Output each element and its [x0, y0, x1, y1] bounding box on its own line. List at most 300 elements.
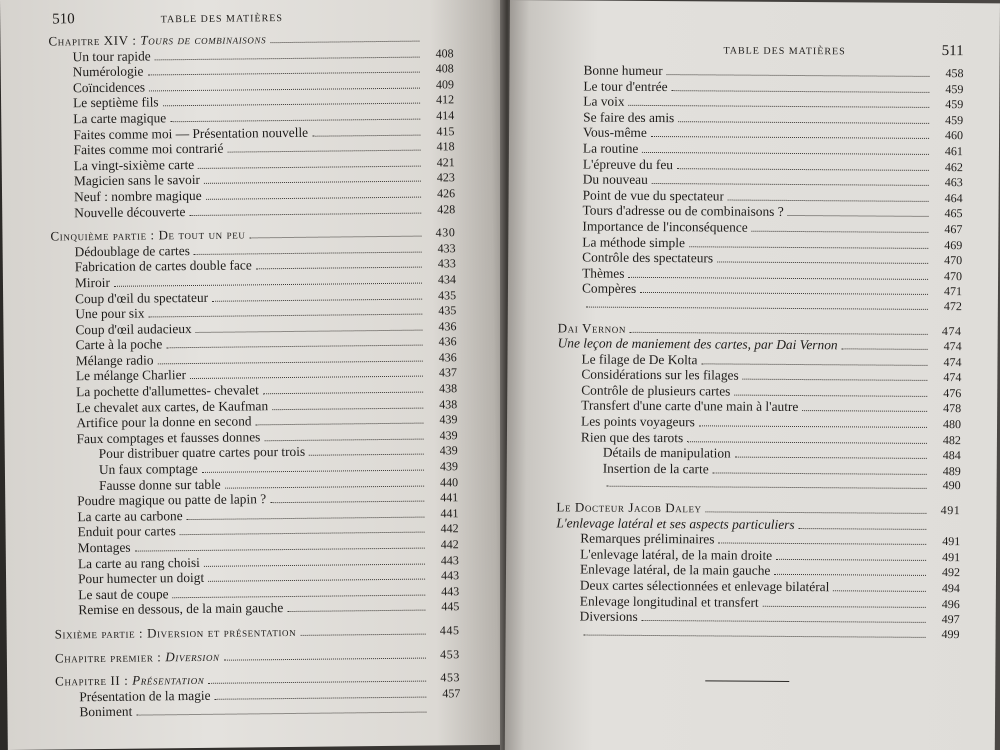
dot-leader: [788, 215, 929, 217]
toc-entry-text: Le tour d'entrée: [583, 78, 668, 94]
toc-entry-page-number: 496: [941, 596, 960, 611]
toc-entry: [557, 460, 961, 478]
toc-entry-page-number: 470: [944, 253, 963, 268]
toc-entry-title: [583, 78, 667, 94]
toc-entry-title: [581, 429, 683, 445]
toc-entry-page-number: 491: [942, 549, 961, 564]
toc-entry-italic-text: Tours de combinaisons: [140, 31, 267, 48]
running-title: TABLE DES MATIÈRES: [723, 45, 846, 58]
toc-entry-title: [580, 593, 759, 610]
toc-entry-page-number: 465: [944, 206, 963, 221]
toc-entry-text: Mélange radio: [75, 352, 154, 369]
toc-entry-page-number: 439: [439, 412, 458, 427]
toc-entry-title: [580, 546, 772, 563]
page-number: 510: [52, 11, 75, 28]
toc-entry-title: [99, 461, 198, 478]
toc-entry-title: [603, 461, 709, 477]
dot-leader: [270, 41, 419, 44]
toc-entry-italic-text: L'enlevage latéral et ses aspects particuliers: [556, 514, 795, 532]
toc-entry-page-number: 438: [439, 396, 458, 412]
dot-leader: [687, 441, 927, 444]
toc-entry-text: L'épreuve du feu: [582, 156, 674, 172]
toc-entry-page-number: 439: [439, 428, 458, 443]
toc-entry-page-number: 461: [944, 144, 964, 159]
toc-entry-title: [75, 275, 110, 291]
toc-entry-text: Remise en dessous, de la main gauche: [78, 600, 284, 618]
toc-entry-text: Coup d'œil audacieux: [75, 320, 192, 337]
toc-entry-title: [556, 515, 794, 532]
dot-leader: [642, 152, 929, 155]
dot-leader: [706, 511, 927, 514]
toc-entry-title: [581, 367, 738, 384]
toc-entry-page-number: 492: [941, 565, 961, 580]
dot-leader: [202, 470, 424, 473]
toc-entry-text: Enlevage longitudinal et transfert: [579, 593, 759, 610]
toc-entry-text: Pour humecter un doigt: [77, 570, 205, 587]
dot-leader: [225, 485, 424, 488]
dot-leader: [718, 543, 926, 545]
toc-entry-text: Du nouveau: [582, 171, 648, 188]
toc-entry-title: [77, 491, 266, 509]
toc-entry-text: Le mélange Charlier: [75, 367, 187, 384]
toc-entry-italic-text: Une leçon de maniement des cartes, par Dai Vernon: [557, 335, 838, 353]
toc-entry: [556, 624, 960, 642]
dot-leader: [196, 329, 423, 332]
dot-leader: [717, 262, 928, 264]
dot-leader: [774, 574, 926, 576]
toc-entry-text: Enduit pour cartes: [77, 523, 176, 540]
dot-leader: [114, 283, 422, 287]
dot-leader: [272, 407, 423, 410]
toc-entry-italic-text: Diversion: [165, 648, 220, 664]
toc-entry-title: [583, 156, 673, 172]
dot-leader: [629, 105, 930, 108]
toc-entry-text: La méthode simple: [582, 234, 686, 250]
toc-entry-page-number: 412: [435, 92, 455, 107]
toc-entry-page-number: 491: [940, 503, 961, 518]
dot-leader: [678, 121, 929, 124]
dot-leader: [701, 363, 927, 366]
toc-entry-title: [73, 48, 151, 64]
toc-entry-text: Numérologie: [72, 63, 144, 80]
toc-entry-title: [582, 234, 685, 250]
toc-entry-title: [583, 94, 624, 110]
toc-entry-page-number: 442: [440, 537, 459, 552]
toc-entry-page-number: 442: [440, 521, 459, 536]
toc-entry-page-number: 472: [943, 298, 962, 314]
toc-entry-page-number: 459: [945, 81, 964, 96]
toc-entry-text: Chapitre premier :: [54, 648, 166, 666]
toc-entry-title: [76, 352, 154, 368]
toc-entry-title: [583, 187, 724, 204]
toc-entry-text: Le Docteur Jacob Daley: [556, 499, 702, 516]
toc-entry-text: Cinquième partie : De tout un peu: [50, 226, 246, 244]
dot-leader: [312, 134, 420, 136]
dot-leader: [743, 379, 928, 381]
toc-entry-page-number: 453: [440, 670, 461, 685]
dot-leader: [170, 119, 420, 123]
toc-entry-page-number: 457: [442, 685, 461, 701]
toc-entry-page-number: 499: [941, 626, 960, 641]
toc-entry-page-number: 415: [436, 123, 455, 138]
toc-entry-page-number: 480: [943, 417, 962, 432]
dot-leader: [147, 72, 419, 76]
toc-entry-page-number: 408: [435, 61, 454, 76]
toc-entry-title: [73, 95, 159, 111]
dot-leader: [763, 605, 926, 607]
toc-entry-text: Présentation de la magie: [79, 687, 211, 704]
toc-entry-text: Le saut de coupe: [78, 586, 169, 602]
toc-entry-title: [580, 609, 638, 625]
toc-entry-text: Importance de l'inconséquence: [582, 218, 748, 235]
toc-entry-text: Tours d'adresse ou de combinaisons ?: [582, 202, 784, 220]
toc-entry-text: Un tour rapide: [72, 48, 151, 64]
toc-entry-page-number: 436: [438, 318, 457, 334]
table-of-contents-right: [556, 62, 964, 642]
dot-leader: [189, 212, 421, 215]
toc-entry-title: [76, 368, 186, 385]
dot-leader: [198, 165, 421, 168]
toc-entry-title: [75, 243, 190, 260]
toc-entry-page-number: 423: [436, 170, 455, 185]
toc-entry-page-number: 460: [945, 128, 964, 143]
dot-leader: [227, 150, 420, 153]
dot-leader: [689, 246, 928, 249]
right-page: [505, 0, 1000, 750]
toc-entry-text: Une pour six: [75, 305, 145, 322]
toc-entry-title: [75, 289, 208, 306]
toc-entry-page-number: 463: [944, 175, 963, 190]
toc-entry-text: Faux comptages et fausses donnes: [76, 429, 261, 447]
dot-leader: [584, 634, 926, 637]
dot-leader: [256, 267, 422, 270]
dot-leader: [163, 103, 420, 107]
toc-entry-text: Coup d'œil du spectateur: [75, 289, 209, 306]
toc-entry-text: Sixième partie : Diversion et présentation: [54, 623, 297, 642]
toc-entry-page-number: 433: [437, 256, 456, 271]
toc-entry-title: [78, 555, 200, 572]
toc-entry-page-number: 445: [439, 623, 460, 638]
dot-leader: [672, 90, 930, 93]
toc-entry-text: Contrôle de plusieurs cartes: [581, 382, 731, 399]
toc-entry-title: [99, 444, 306, 462]
toc-entry-title: [558, 320, 626, 336]
dot-leader: [249, 236, 421, 239]
toc-entry-title: [78, 586, 169, 603]
toc-entry-page-number: 474: [943, 370, 962, 385]
toc-entry-title: [580, 531, 714, 548]
dot-leader: [135, 548, 425, 552]
toc-entry-text: La carte magique: [73, 110, 167, 127]
toc-entry-title: [55, 672, 204, 689]
toc-entry-title: [581, 351, 697, 367]
dot-leader: [833, 590, 926, 592]
toc-entry-text: Contrôle des spectateurs: [582, 249, 714, 266]
toc-entry-title: [79, 688, 210, 705]
section-separator-rule: [705, 681, 789, 683]
dot-leader: [300, 634, 425, 636]
dot-leader: [180, 532, 425, 536]
toc-entry-text: La vingt-sixième carte: [73, 156, 195, 173]
toc-entry-text: Nouvelle découverte: [74, 203, 186, 220]
toc-entry-title: [583, 140, 639, 156]
toc-entry-page-number: 418: [436, 139, 455, 154]
toc-entry-text: Point de vue du spectateur: [582, 187, 725, 204]
toc-entry-page-number: 459: [945, 112, 964, 127]
toc-entry-title: [581, 414, 695, 430]
toc-entry-page-number: 435: [438, 287, 457, 302]
dot-leader: [651, 136, 929, 139]
toc-entry-text: Thèmes: [582, 265, 625, 281]
toc-entry-title: [583, 125, 647, 141]
toc-entry-text: Dédoublage de cartes: [74, 242, 190, 259]
toc-entry-title: [73, 79, 145, 95]
toc-entry-page-number: 497: [941, 612, 960, 627]
toc-entry-title: [580, 562, 770, 579]
toc-entry-title: [77, 508, 182, 525]
toc-entry-title: [76, 337, 163, 354]
toc-entry-page-number: 494: [941, 581, 960, 596]
toc-entry-page-number: 430: [435, 225, 456, 240]
toc-entry-text: Remarques préliminaires: [580, 530, 715, 547]
toc-entry-text: Diversions: [579, 608, 638, 625]
toc-entry-page-number: 489: [942, 463, 961, 479]
toc-entry-title: [48, 31, 266, 49]
toc-entry-text: Montages: [77, 539, 131, 556]
toc-entry-text: Fausse donne sur table: [99, 476, 221, 493]
toc-entry-page-number: 490: [942, 478, 961, 493]
toc-entry-page-number: 443: [441, 584, 460, 599]
dot-leader: [799, 528, 927, 530]
toc-entry-page-number: 436: [438, 334, 457, 349]
toc-entry-title: [76, 414, 251, 431]
dot-leader: [194, 251, 422, 254]
toc-entry-page-number: 453: [439, 646, 460, 661]
toc-entry-text: La voix: [583, 93, 625, 109]
toc-entry-text: Chapitre II :: [55, 672, 133, 689]
dot-leader: [208, 579, 425, 582]
dot-leader: [628, 277, 928, 280]
dot-leader: [204, 181, 421, 184]
toc-entry-text: Chapitre XIV :: [48, 32, 141, 49]
toc-entry-title: [583, 172, 648, 188]
dot-leader: [309, 454, 424, 456]
dot-leader: [642, 620, 926, 623]
toc-entry-page-number: 434: [437, 272, 457, 287]
toc-entry-page-number: 470: [944, 268, 963, 283]
toc-entry-title: [75, 306, 144, 322]
toc-entry-title: [74, 172, 200, 189]
toc-entry-text: Neuf : nombre magique: [73, 187, 202, 205]
toc-entry-page-number: 421: [436, 154, 455, 170]
toc-entry-title: [580, 578, 830, 595]
dot-leader: [187, 516, 425, 519]
toc-entry-text: Poudre magique ou patte de lapin ?: [77, 491, 267, 509]
toc-entry-page-number: 439: [439, 459, 458, 474]
toc-entry-title: [582, 265, 624, 281]
toc-entry-text: La carte au rang choisi: [77, 554, 200, 571]
toc-entry-page-number: 467: [944, 221, 963, 237]
toc-entry-title: [75, 321, 191, 338]
toc-entry-text: Détails de manipulation: [602, 444, 731, 461]
dot-leader: [667, 74, 930, 77]
toc-entry-page-number: 438: [439, 381, 458, 396]
dot-leader: [224, 657, 426, 660]
toc-entry-title: [582, 203, 783, 220]
toc-entry-title: [55, 648, 220, 665]
toc-entry-text: Compères: [581, 280, 637, 297]
toc-entry-page-number: 441: [440, 506, 459, 521]
dot-leader: [158, 360, 423, 364]
dot-leader: [270, 501, 424, 504]
toc-entry-text: Les points voyageurs: [581, 413, 695, 430]
toc-entry-text: Se faire des amis: [583, 109, 675, 125]
toc-entry-title: [50, 227, 245, 245]
toc-entry-title: [77, 524, 175, 541]
toc-entry-text: Rien que des tarots: [580, 429, 684, 445]
toc-entry-page-number: 409: [435, 77, 454, 92]
dot-leader: [586, 306, 928, 309]
toc-entry-text: Carte à la poche: [75, 336, 163, 353]
toc-entry-page-number: 484: [942, 448, 961, 463]
toc-entry-page-number: 408: [435, 45, 454, 61]
dot-leader: [842, 348, 928, 350]
toc-entry: [558, 281, 962, 299]
toc-entry-title: [73, 141, 223, 158]
toc-entry-page-number: 445: [441, 599, 460, 614]
toc-entry-page-number: 478: [943, 401, 962, 416]
dot-leader: [208, 681, 426, 684]
toc-entry-title: [79, 704, 132, 720]
dot-leader: [713, 472, 927, 474]
toc-entry-page-number: 474: [943, 354, 962, 369]
toc-entry: [55, 701, 460, 721]
dot-leader: [287, 610, 425, 612]
toc-entry-title: [74, 188, 202, 205]
toc-entry-page-number: 491: [942, 534, 961, 549]
toc-entry-text: Artifice pour la donne en second: [76, 413, 252, 431]
toc-entry-page-number: 462: [944, 159, 963, 174]
toc-entry-title: [73, 124, 308, 142]
toc-entry-text: Transfert d'une carte d'une main à l'autre: [581, 397, 799, 415]
right-page-header: [560, 40, 964, 65]
toc-entry-text: Dai Vernon: [557, 319, 627, 336]
toc-entry-title: [74, 204, 185, 221]
toc-entry-text: Un faux comptage: [98, 460, 198, 478]
toc-entry-title: [73, 110, 166, 127]
toc-entry-page-number: 436: [438, 350, 457, 365]
dot-leader: [640, 292, 928, 295]
toc-entry-text: Vous-même: [583, 124, 647, 141]
toc-entry-title: [78, 600, 283, 618]
dot-leader: [256, 423, 424, 426]
toc-entry-page-number: 441: [440, 490, 459, 505]
dot-leader: [155, 56, 420, 60]
dot-leader: [204, 563, 425, 566]
dot-leader: [728, 199, 929, 201]
toc-entry-page-number: 414: [436, 108, 455, 123]
toc-entry-text: Pour distribuer quatre cartes pour trois: [98, 444, 306, 462]
toc-entry-page-number: 428: [437, 201, 456, 216]
dot-leader: [173, 594, 426, 598]
dot-leader: [607, 486, 927, 489]
toc-entry-text: L'enlevage latéral, de la main droite: [580, 546, 773, 563]
toc-entry-text: Magicien sans le savoir: [73, 172, 201, 189]
toc-entry-text: Le filage de De Kolta: [581, 351, 698, 368]
toc-entry-text: Bonne humeur: [583, 62, 663, 79]
toc-entry-title: [583, 109, 674, 125]
toc-entry-page-number: 482: [942, 432, 961, 447]
toc-entry-italic-text: Présentation: [132, 672, 205, 688]
dot-leader: [802, 411, 927, 413]
dot-leader: [263, 392, 423, 395]
toc-entry-page-number: 464: [944, 190, 963, 205]
dot-leader: [752, 231, 929, 233]
running-title: TABLE DES MATIÈRES: [160, 13, 283, 26]
toc-entry-text: Miroir: [74, 274, 111, 291]
toc-entry-title: [581, 382, 730, 399]
toc-entry-page-number: 474: [943, 339, 962, 354]
toc-entry-page-number: 471: [943, 284, 963, 299]
toc-entry-text: La carte au carbone: [77, 507, 183, 525]
toc-entry-text: Considérations sur les filages: [581, 366, 739, 383]
toc-entry-text: Le septième fils: [73, 94, 159, 111]
toc-entry-text: Fabrication de cartes double face: [74, 257, 252, 275]
toc-entry-title: [78, 540, 131, 556]
toc-entry-title: [99, 476, 221, 493]
toc-entry-title: [78, 570, 204, 587]
toc-entry-text: Le chevalet aux cartes, de Kaufman: [76, 397, 269, 415]
toc-entry-title: [55, 624, 297, 642]
toc-entry-title: [603, 445, 731, 461]
toc-entry-page-number: 474: [941, 323, 962, 338]
toc-entry-page-number: 440: [439, 474, 459, 490]
toc-entry-title: [74, 157, 195, 174]
dot-leader: [735, 457, 927, 459]
toc-entry-page-number: 437: [438, 365, 458, 380]
toc-entry-text: La pochette d'allumettes- chevalet: [76, 382, 259, 400]
toc-entry-title: [75, 258, 252, 275]
toc-entry-text: Faites comme moi contrarié: [73, 140, 224, 158]
dot-leader: [149, 314, 423, 318]
toc-entry-text: Coïncidences: [72, 79, 146, 96]
dot-leader: [136, 712, 426, 716]
dot-leader: [699, 425, 927, 428]
toc-entry-text: Deux cartes sélectionnées et enlevage bilatéral: [579, 577, 830, 595]
page-number: 511: [941, 43, 964, 60]
toc-entry-title: [582, 250, 713, 267]
dot-leader: [776, 559, 926, 561]
toc-entry-text: Faites comme moi — Présentation nouvelle: [73, 124, 309, 142]
toc-entry: [556, 609, 960, 627]
toc-entry-text: Enlevage latéral, de la main gauche: [579, 561, 771, 579]
dot-leader: [215, 696, 427, 699]
toc-entry-text: Insertion de la carte: [602, 460, 709, 477]
toc-entry-title: [556, 499, 701, 516]
dot-leader: [166, 345, 422, 349]
left-page-header: [48, 1, 453, 33]
dot-leader: [149, 87, 420, 91]
toc-entry-page-number: 433: [437, 240, 456, 256]
toc-entry-page-number: 443: [440, 568, 460, 583]
toc-entry-page-number: 426: [436, 186, 456, 201]
dot-leader: [206, 197, 421, 200]
toc-entry-page-number: 443: [440, 552, 459, 568]
toc-entry-title: [581, 398, 798, 415]
dot-leader: [212, 298, 422, 301]
toc-entry-title: [73, 64, 144, 80]
toc-entry-title: [582, 281, 636, 297]
